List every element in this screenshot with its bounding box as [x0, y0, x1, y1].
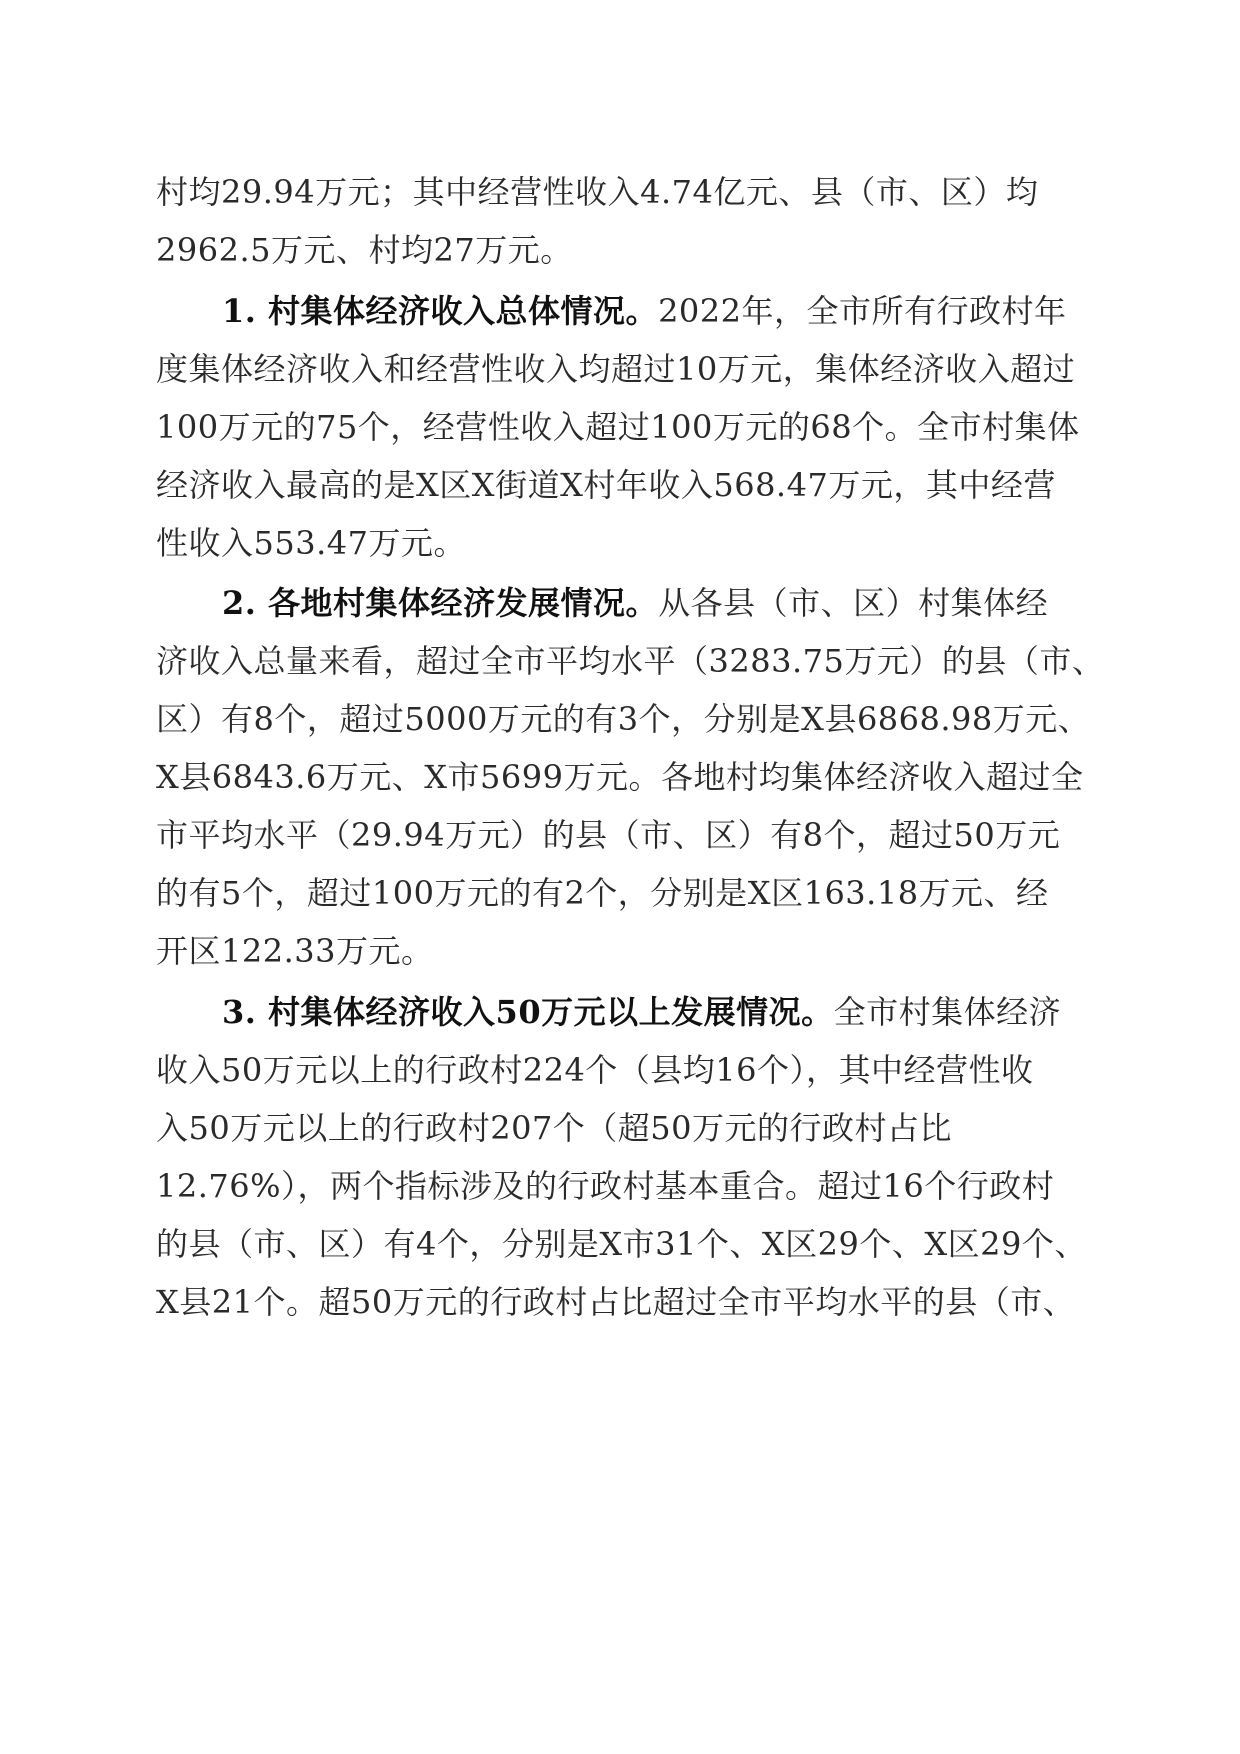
paragraph-line: 收入50万元以上的行政村224个（县均16个），其中经营性收: [156, 1051, 1034, 1089]
section-3-heading: 3. 村集体经济收入50万元以上发展情况。: [222, 993, 834, 1031]
paragraph-line: 市平均水平（29.94万元）的县（市、区）有8个，超过50万元: [156, 816, 1061, 854]
section-1-first-line-text: 2022年，全市所有行政村年: [658, 292, 1067, 330]
section-2-first-line: [222, 583, 1048, 623]
paragraph-line: 100万元的75个，经营性收入超过100万元的68个。全市村集体: [156, 408, 1080, 446]
section-3-first-line-text: 全市村集体经济: [833, 993, 1062, 1031]
section-2-heading: 2. 各地村集体经济发展情况。: [222, 584, 659, 622]
paragraph-line: 区）有8个，超过5000万元的有3个，分别是X县6868.98万元、: [156, 700, 1091, 738]
paragraph-line: 性收入553.47万元。: [156, 524, 466, 562]
paragraph-line: 2962.5万元、村均27万元。: [156, 231, 573, 269]
section-3-first-line: [222, 992, 1061, 1032]
paragraph-line: 的有5个，超过100万元的有2个，分别是X区163.18万元、经: [156, 874, 1049, 912]
paragraph-line: 12.76%），两个指标涉及的行政村基本重合。超过16个行政村: [156, 1167, 1055, 1205]
paragraph-line: 入50万元以上的行政村207个（超50万元的行政村占比: [156, 1109, 953, 1147]
section-2-first-line-text: 从各县（市、区）村集体经: [658, 584, 1049, 622]
paragraph-line: 开区122.33万元。: [156, 932, 434, 970]
section-1-first-line: [222, 291, 1067, 331]
paragraph-line: 度集体经济收入和经营性收入均超过10万元，集体经济收入超过: [156, 350, 1076, 388]
section-1-heading: 1. 村集体经济收入总体情况。: [222, 292, 659, 330]
paragraph-line: 村均29.94万元；其中经营性收入4.74亿元、县（市、区）均: [156, 173, 1039, 211]
paragraph-line: X县21个。超50万元的行政村占比超过全市平均水平的县（市、: [156, 1283, 1076, 1321]
paragraph-line: 的县（市、区）有4个，分别是X市31个、X区29个、X区29个、: [156, 1225, 1087, 1263]
paragraph-line: 济收入总量来看，超过全市平均水平（3283.75万元）的县（市、: [156, 642, 1105, 680]
paragraph-line: X县6843.6万元、X市5699万元。各地村均集体经济收入超过全: [156, 758, 1084, 796]
paragraph-line: 经济收入最高的是X区X街道X村年收入568.47万元，其中经营: [156, 466, 1056, 504]
